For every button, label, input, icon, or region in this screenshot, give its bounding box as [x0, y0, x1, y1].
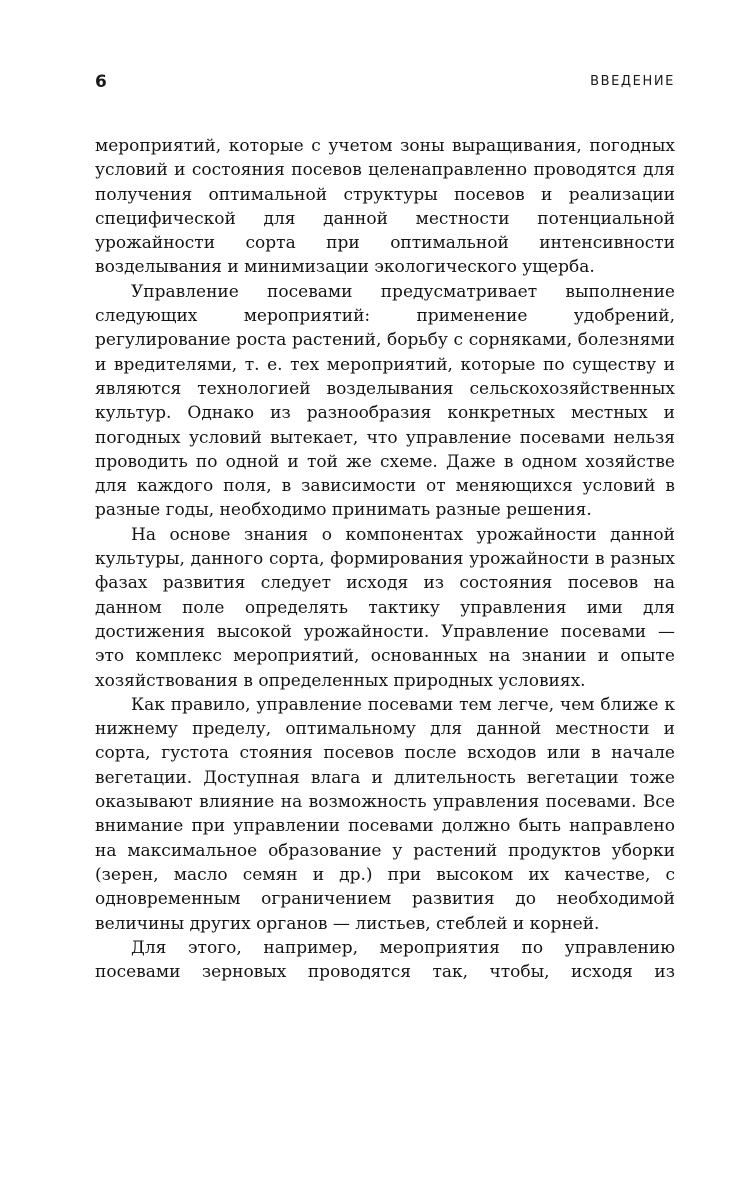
body-text — [95, 134, 675, 984]
running-head — [95, 72, 675, 98]
paragraph-4: Как правило, управление посевами тем легче, чем ближе к нижнему пределу, оптимальному для данной местности и сорта, густота стояния посевов после всходов или в начале вегетации. Доступная влага и длительность вегетации тоже оказывают влияние на возможность управления посевами. Все внимание при управлении посевами должно быть направлено на максимальное образование у растений продуктов уборки (зерен, масло семян и др.) при высоком их качестве, с одновременным ограничением развития до необходимой величины других органов — листьев, стеблей и корней. — [95, 694, 675, 934]
page-number: 6 — [95, 72, 107, 92]
paragraph-1: мероприятий, которые с учетом зоны выращивания, погодных условий и состояния посевов целенаправленно проводятся для получения оптимальной структуры посевов и реализации специфической для данной местности потенциальной урожайности сорта при оптимальной интенсивности возделывания и минимизации экологического ущерба. — [95, 136, 675, 278]
section-title: ВВЕДЕНИЕ — [590, 74, 675, 89]
paragraph-2: Управление посевами предусматривает выполнение следующих мероприятий: применение удобрений, регулирование роста растений, борьбу с сорняками, болезнями и вредителями, т. е. тех мероприятий, которые по существу и являются технологией возделывания сельскохозяйственных культур. Однако из разнообразия конкретных местных и погодных условий вытекает, что управление посевами нельзя проводить по одной и той же схеме. Даже в одном хозяйстве для каждого поля, в зависимости от меняющихся условий в разные годы, необходимо принимать разные решения. — [95, 281, 675, 521]
paragraph-3: На основе знания о компонентах урожайности данной культуры, данного сорта, формирования урожайности в разных фазах развития следует исходя из состояния посевов на данном поле определять тактику управления ими для достижения высокой урожайности. Управление посевами — это комплекс мероприятий, основанных на знании и опыте хозяйствования в определенных природных условиях. — [95, 524, 675, 691]
paragraph-5: Для этого, например, мероприятия по управлению посевами зерновых проводятся так, чтобы, исходя из — [95, 937, 675, 983]
